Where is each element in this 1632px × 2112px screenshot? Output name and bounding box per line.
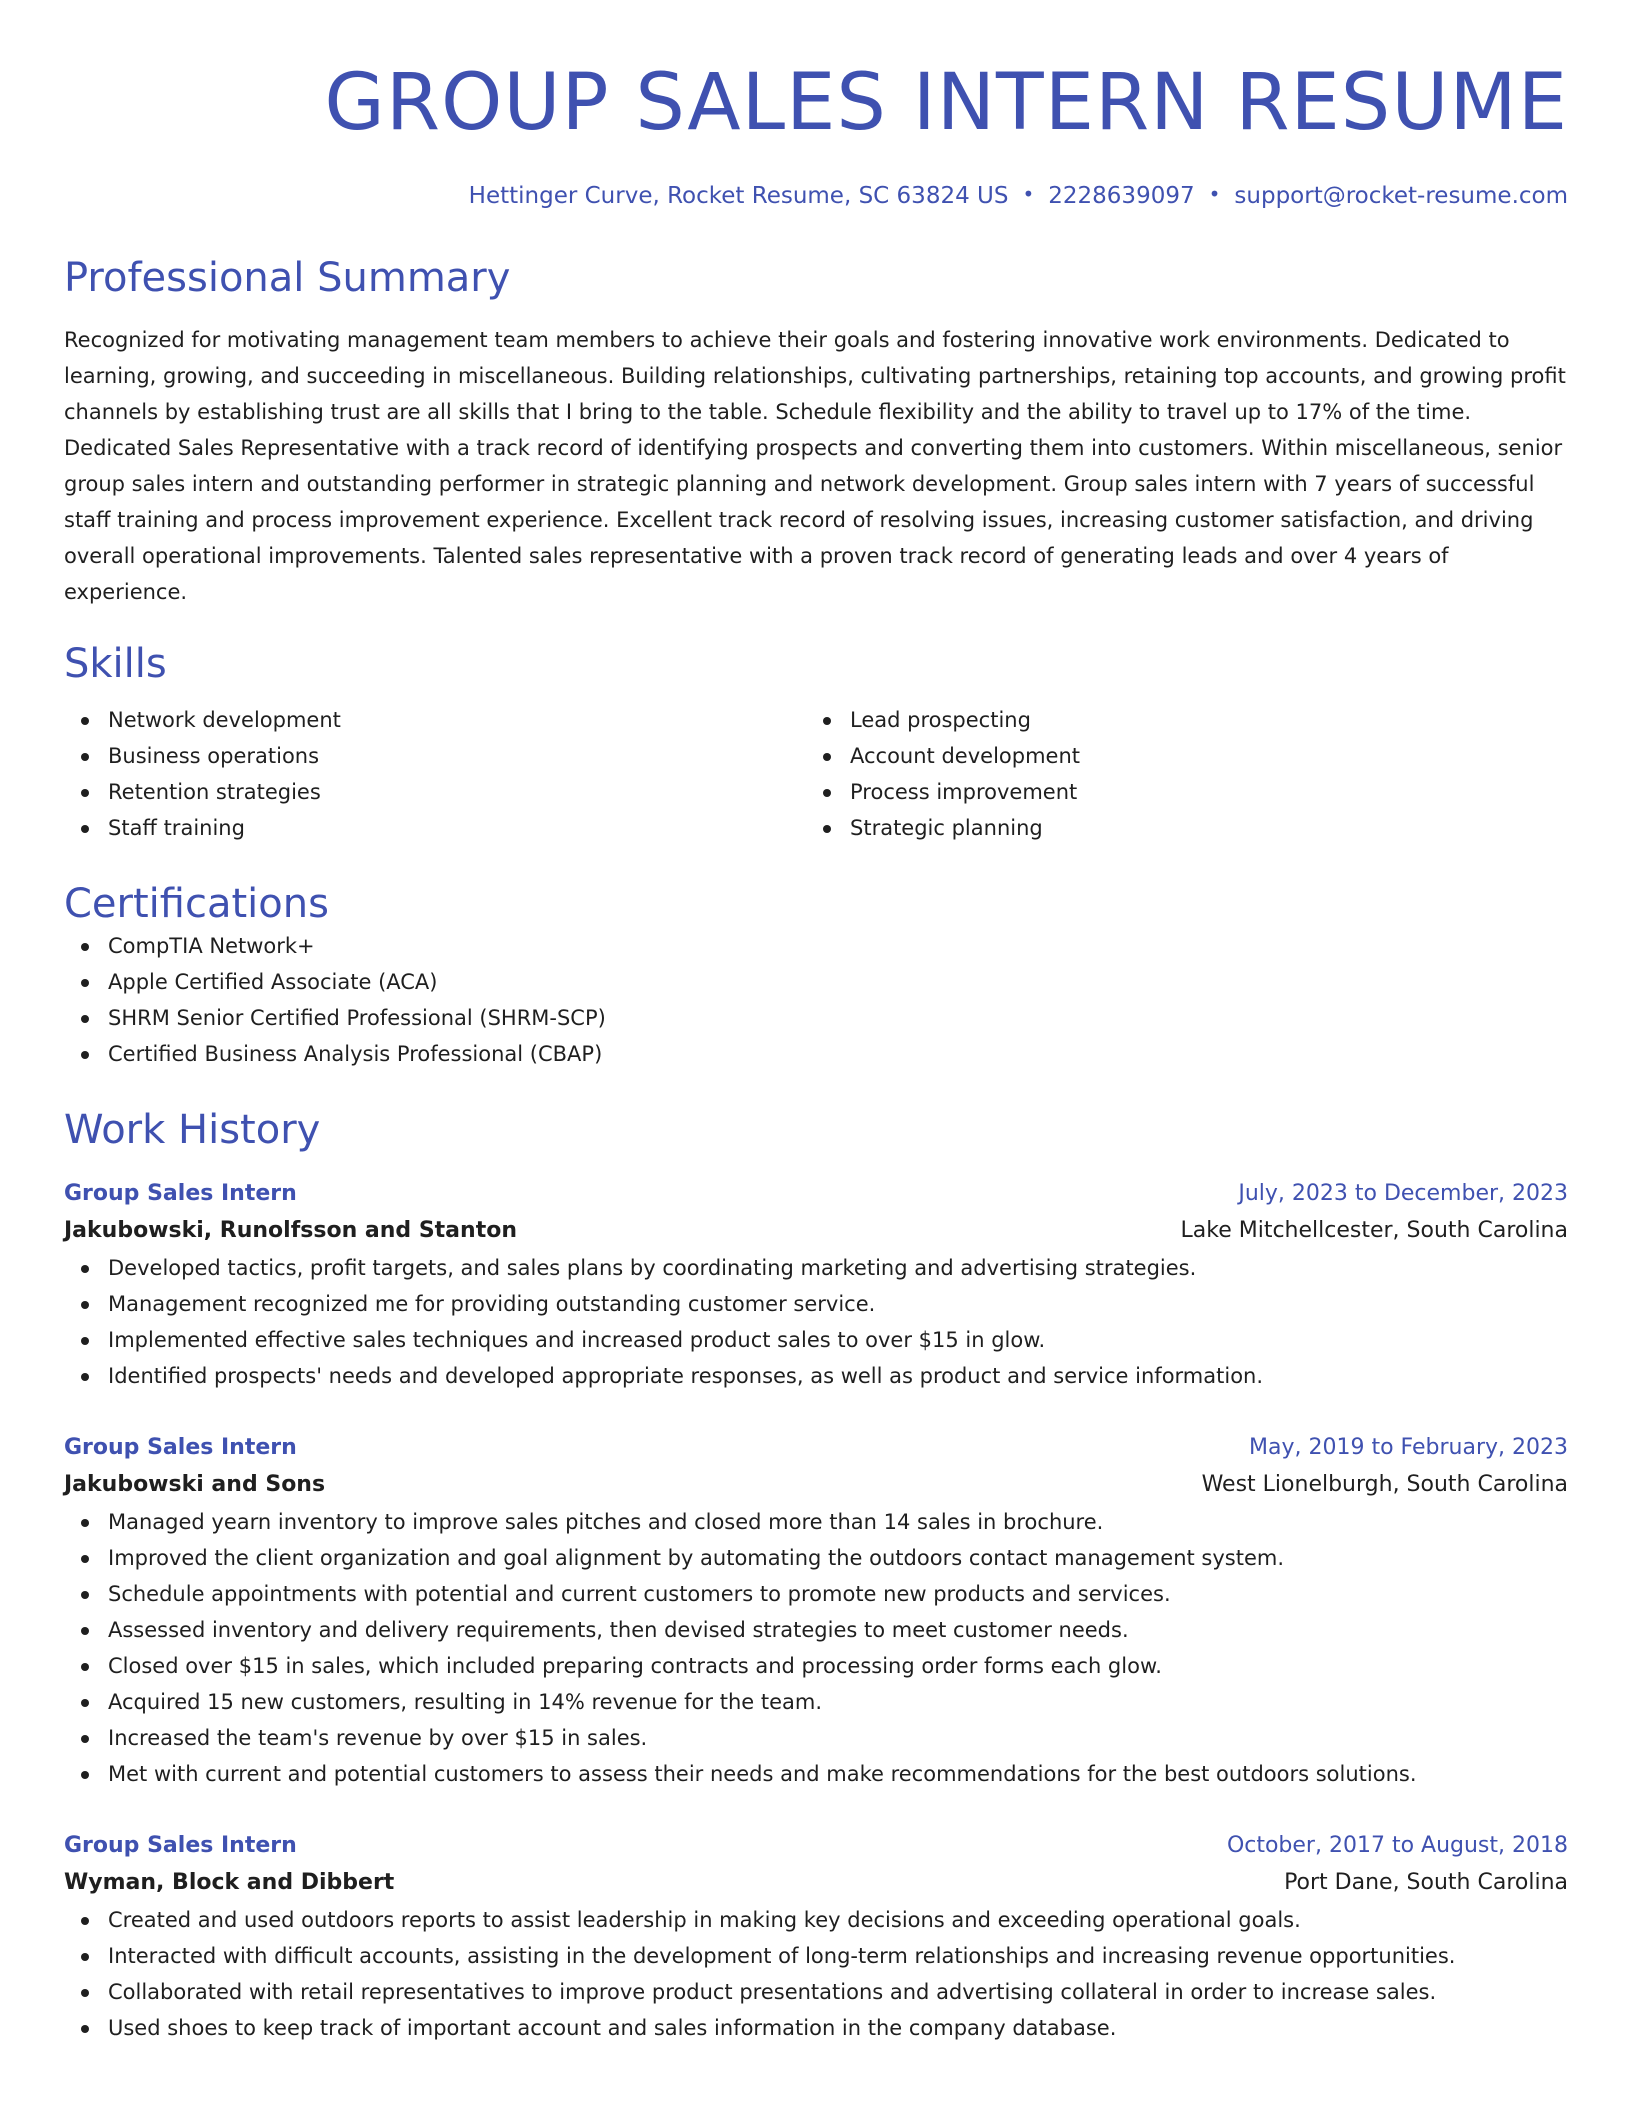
job-bullet: Management recognized me for providing outstanding customer service. [64, 1286, 1568, 1322]
job-bullet: Increased the team's revenue by over $15 in sales. [64, 1720, 1568, 1756]
section-heading-skills: Skills [64, 641, 167, 687]
skill-item: Staff training [64, 810, 806, 846]
job-bullet: Implemented effective sales techniques and increased product sales to over $15 in glow. [64, 1322, 1568, 1358]
job-bullet: Developed tactics, profit targets, and sales plans by coordinating marketing and advertising strategies. [64, 1250, 1568, 1286]
job-header-row [64, 1828, 1568, 1864]
job-bullet: Schedule appointments with potential and current customers to promote new products and services. [64, 1576, 1568, 1612]
job-entry [64, 1828, 1568, 2046]
job-bullet: Identified prospects' needs and developed appropriate responses, as well as product and service information. [64, 1358, 1568, 1394]
job-bullet: Met with current and potential customers to assess their needs and make recommendations for the best outdoors solutions. [64, 1756, 1568, 1792]
skill-item: Account development [806, 738, 1548, 774]
job-company-row [64, 1212, 1568, 1250]
job-company-row [64, 1466, 1568, 1504]
job-bullet: Used shoes to keep track of important account and sales information in the company database. [64, 2010, 1568, 2046]
job-company: Wyman, Block and Dibbert [64, 1870, 395, 1895]
skills-list-left [64, 702, 806, 846]
contact-phone: 2228639097 [1048, 183, 1195, 209]
job-company: Jakubowski and Sons [64, 1472, 326, 1497]
skill-item: Retention strategies [64, 774, 806, 810]
section-heading-summary: Professional Summary [64, 255, 511, 301]
job-dates: October, 2017 to August, 2018 [1226, 1833, 1568, 1858]
resume-page [64, 0, 1568, 2046]
job-bullets [64, 1902, 1568, 2046]
job-bullet: Improved the client organization and goal alignment by automating the outdoors contact management system. [64, 1540, 1568, 1576]
certification-item: CompTIA Network+ [64, 928, 1568, 964]
job-location: Lake Mitchellcester, South Carolina [1180, 1218, 1568, 1243]
skill-item: Process improvement [806, 774, 1548, 810]
contact-separator: • [1208, 182, 1221, 206]
job-entry [64, 1430, 1568, 1792]
job-bullet: Assessed inventory and delivery requirements, then devised strategies to meet customer needs. [64, 1612, 1568, 1648]
job-bullet: Acquired 15 new customers, resulting in 14% revenue for the team. [64, 1684, 1568, 1720]
section-heading-work-history: Work History [64, 1107, 321, 1153]
job-entry [64, 1176, 1568, 1394]
job-title: Group Sales Intern [64, 1833, 297, 1858]
job-header-row [64, 1430, 1568, 1466]
skill-item: Lead prospecting [806, 702, 1548, 738]
job-bullet: Created and used outdoors reports to assist leadership in making key decisions and exceeding operational goals. [64, 1902, 1568, 1938]
certifications-list [64, 928, 1568, 1072]
job-title: Group Sales Intern [64, 1181, 297, 1206]
job-location: West Lionelburgh, South Carolina [1201, 1472, 1568, 1497]
skills-list-right [806, 702, 1548, 846]
job-bullet: Interacted with difficult accounts, assisting in the development of long-term relationships and increasing revenue opportunities. [64, 1938, 1568, 1974]
skill-item: Strategic planning [806, 810, 1548, 846]
job-title: Group Sales Intern [64, 1435, 297, 1460]
contact-address: Hettinger Curve, Rocket Resume, SC 63824 US [468, 183, 1009, 209]
summary-text: Recognized for motivating management team members to achieve their goals and fostering innovative work environments. Dedicated to learning, growing, and succeeding in miscellaneous. Building relationships, cultivating partnerships, retaining top accounts, and growing profit channels by establishing trust are all skills that I bring to the table. Schedule flexibility and the ability to travel up to 17% of the time. Dedicated Sales Representative with a track record of identifying prospects and converting them into customers. Within miscellaneous, senior group sales intern and outstanding performer in strategic planning and network development. Group sales intern with 7 years of successful staff training and process improvement experience. Excellent track record of resolving issues, increasing customer satisfaction, and driving overall operational improvements. Talented sales representative with a proven track record of generating leads and over 4 years of experience. [64, 328, 1566, 604]
certification-item: Certified Business Analysis Professional (CBAP) [64, 1036, 1568, 1072]
skills-column-left [64, 702, 806, 846]
skills-column-right [806, 702, 1548, 846]
job-bullet: Managed yearn inventory to improve sales pitches and closed more than 14 sales in brochure. [64, 1504, 1568, 1540]
skills-grid [64, 702, 1568, 846]
section-heading-certifications: Certifications [64, 881, 329, 927]
job-company-row [64, 1864, 1568, 1902]
contact-email: support@rocket-resume.com [1234, 183, 1568, 209]
certification-item: Apple Certified Associate (ACA) [64, 964, 1568, 1000]
job-bullets [64, 1250, 1568, 1394]
contact-line [64, 178, 1568, 212]
skill-item: Business operations [64, 738, 806, 774]
skill-item: Network development [64, 702, 806, 738]
job-location: Port Dane, South Carolina [1284, 1870, 1568, 1895]
certification-item: SHRM Senior Certified Professional (SHRM-SCP) [64, 1000, 1568, 1036]
job-bullet: Closed over $15 in sales, which included preparing contracts and processing order forms each glow. [64, 1648, 1568, 1684]
job-dates: May, 2019 to February, 2023 [1249, 1435, 1568, 1460]
job-dates: July, 2023 to December, 2023 [1238, 1181, 1568, 1206]
contact-separator: • [1022, 182, 1035, 206]
job-header-row [64, 1176, 1568, 1212]
job-bullets [64, 1504, 1568, 1792]
job-bullet: Collaborated with retail representatives to improve product presentations and advertising collateral in order to increase sales. [64, 1974, 1568, 2010]
resume-title: GROUP SALES INTERN RESUME [324, 58, 1568, 148]
job-company: Jakubowski, Runolfsson and Stanton [64, 1218, 517, 1243]
